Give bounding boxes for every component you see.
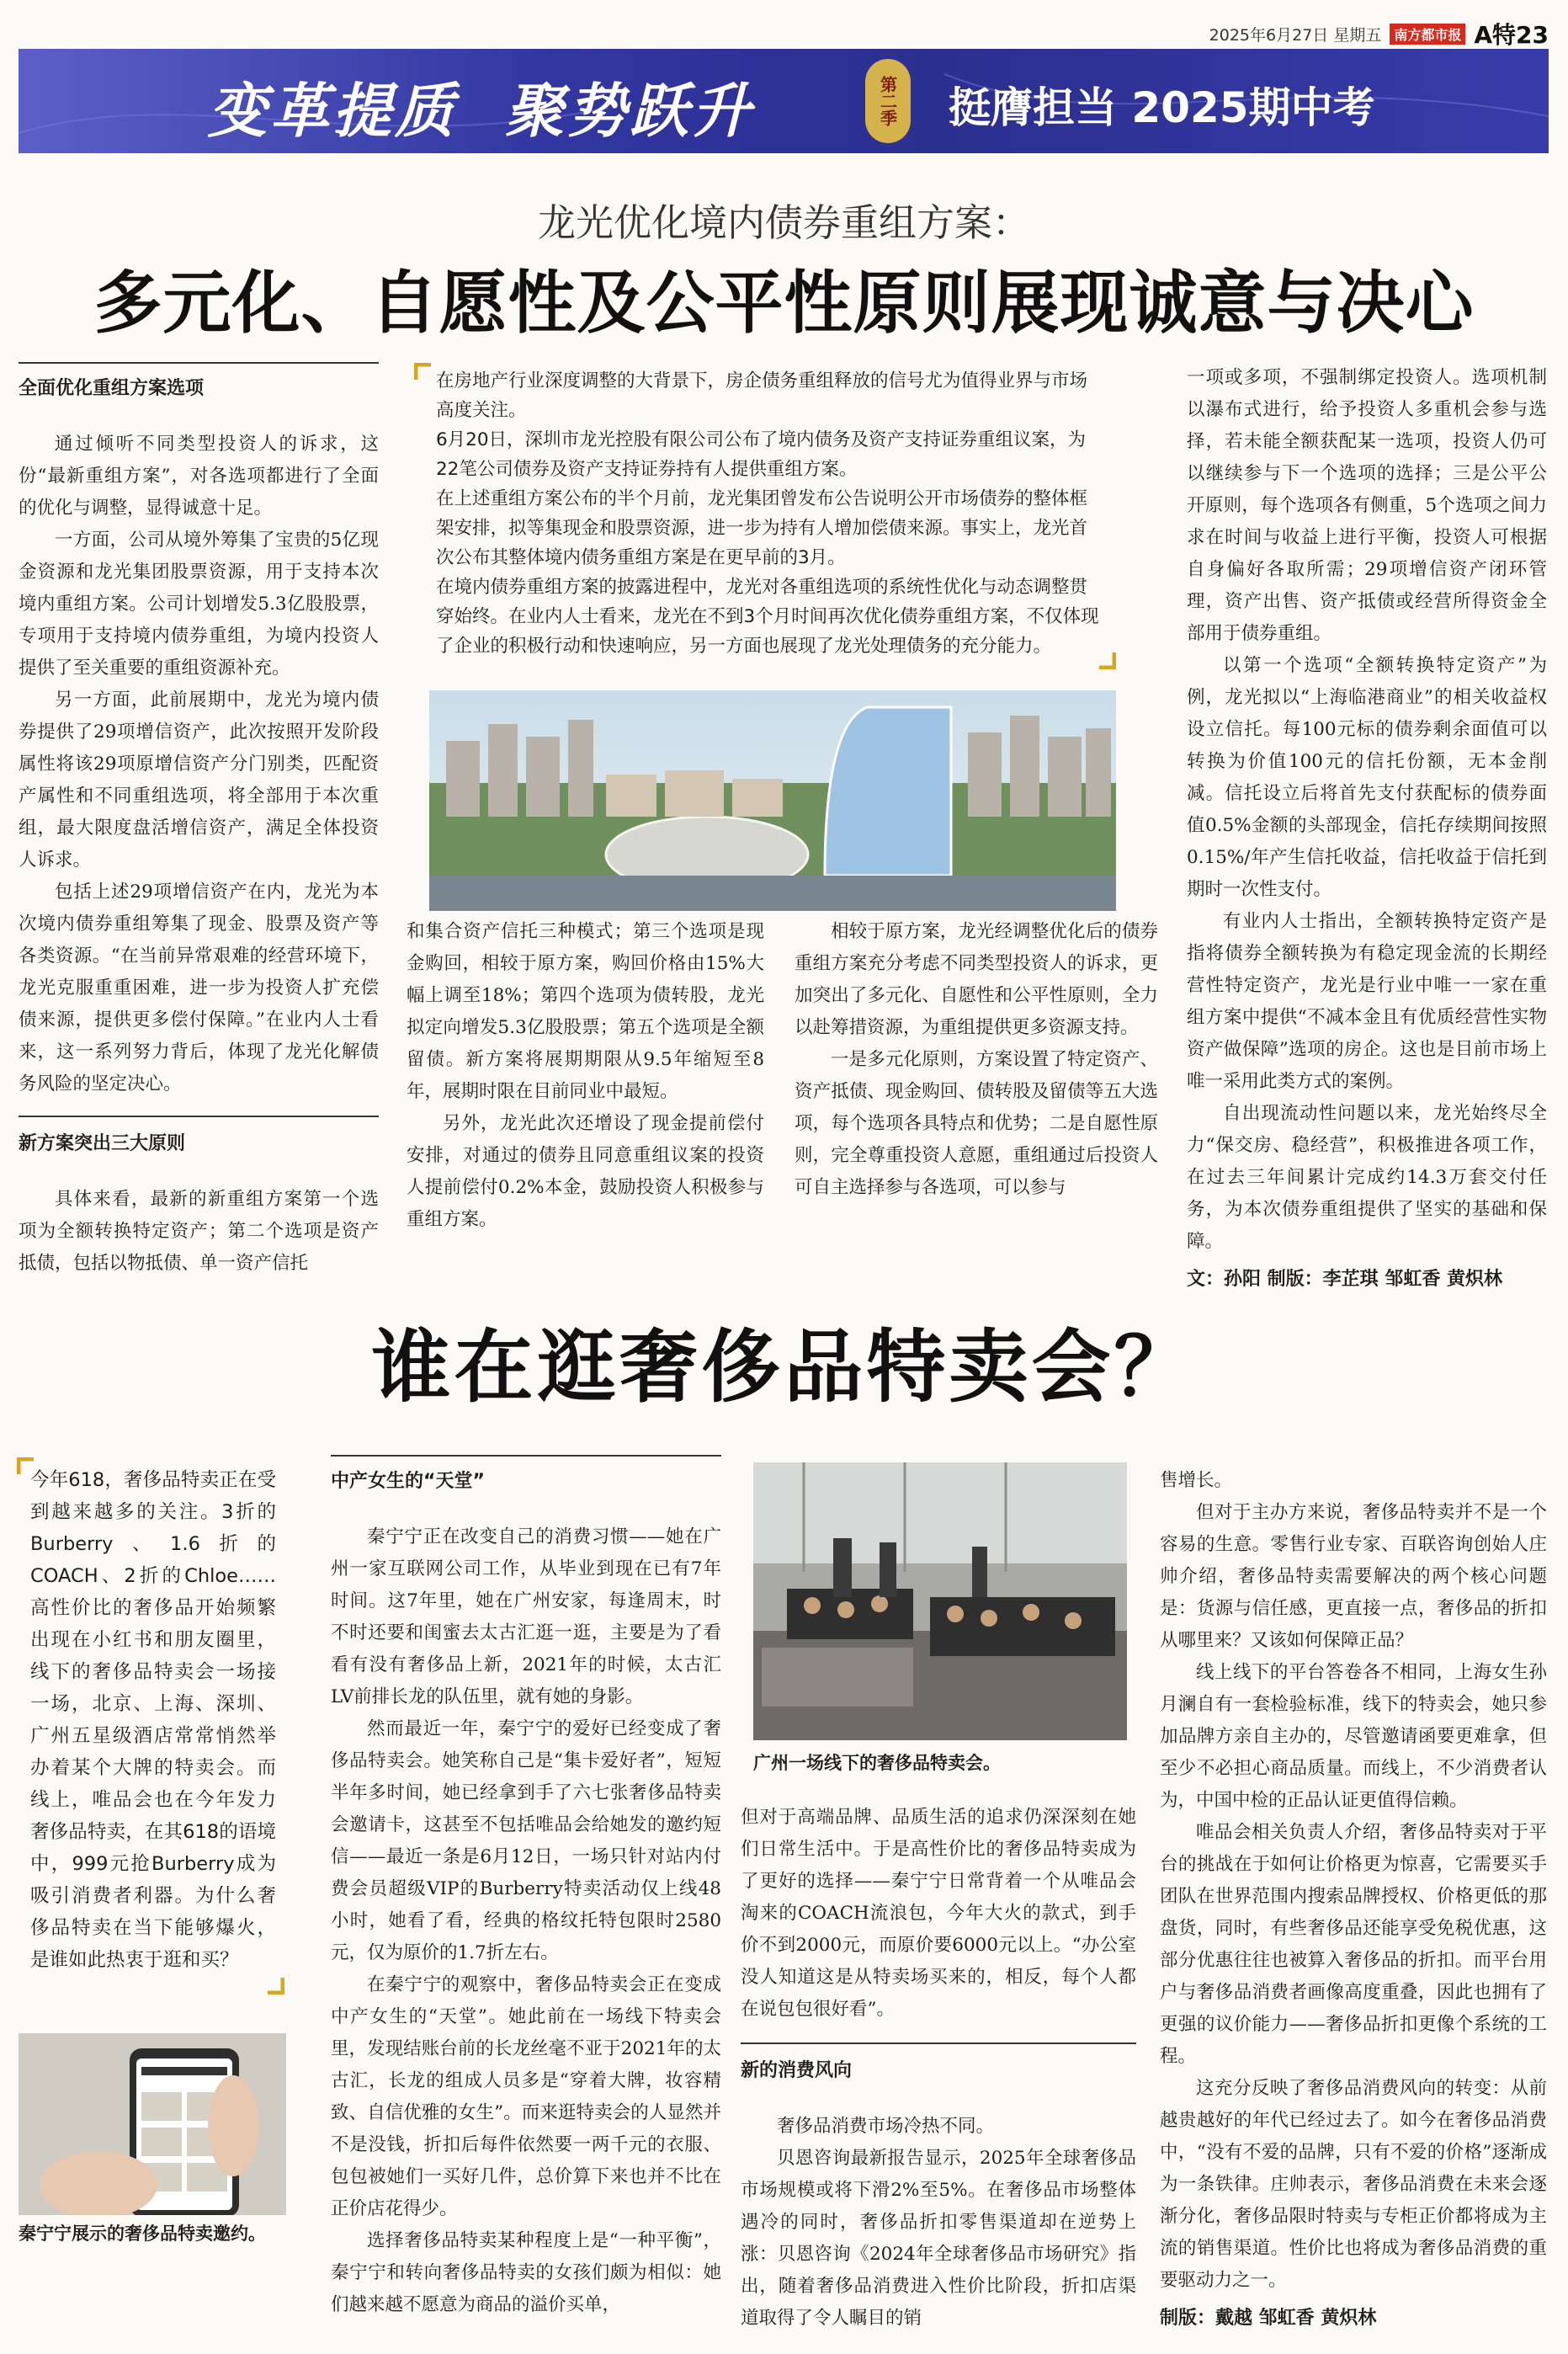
quote-corner-top	[17, 1457, 35, 1476]
article1-mid-right-column	[795, 916, 1158, 1204]
paragraph: 以第一个选项“全额转换特定资产”为例，龙光拟以“上海临港商业”的相关收益权设立信托。每100元标的债券剩余面值可以转换为价值100元的信托份额，无本金削减。信托设立后将首先支付获配标的债券面值0.5%金额的头部现金，信托存续期间按照0.15%/年产生信托收益，信托收益于信托到期时一次性支付。	[1187, 655, 1547, 900]
paragraph: 线上线下的平台答卷各不相同，上海女生孙月澜自有一套检验标准，线下的特卖会，她只参加品牌方亲自主办的，尽管邀请函要更难拿，但至少不必担心商品质量。而线上，不少消费者认为，中国中检的正品认证更值得信赖。	[1160, 1662, 1547, 1811]
intro-text: 今年618，奢侈品特卖正在受到越来越多的关注。3折的Burberry、1.6折的COACH、2折的Chloe……高性价比的奢侈品开始频繁出现在小红书和朋友圈里，线下的奢侈品特卖会一场接一场，北京、上海、深圳、广州五星级酒店常常悄然举办着某个大牌的特卖会。而线上，唯品会也在今年发力奢侈品特卖，在其618的语境中，999元抢Burberry成为吸引消费者利器。为什么奢侈品特卖在当下能够爆火，是谁如此热衷于逛和买？	[30, 1469, 276, 1971]
lead-paragraph: 6月20日，深圳市龙光控股有限公司公布了境内债务及资产支持证券重组议案，为22笔公司债券及资产支持证券持有人提供重组方案。	[436, 429, 1087, 480]
lead-paragraph: 在境内债券重组方案的披露进程中，龙光对各重组选项的系统性优化与动态调整贯穿始终。在业内人士看来，龙光在不到3个月时间再次优化债券重组方案，不仅体现了企业的积极行动和快速响应，另一方面也展现了龙光处理债务的充分能力。	[436, 577, 1099, 657]
article1-headline: 多元化、自愿性及公平性原则展现诚意与决心	[93, 264, 1475, 344]
paper-logo: 南方都市报	[1390, 24, 1465, 45]
quote-corner-bottom	[266, 1976, 284, 1995]
paragraph: 然而最近一年，秦宁宁的爱好已经变成了奢侈品特卖会。她笑称自己是“集卡爱好者”，短短半年多时间，她已经拿到手了六七张奢侈品特卖会邀请卡，这甚至不包括唯品会给她发的邀约短信——最近一条是6月12日，一场只针对站内付费会员超级VIP的Burberry特卖活动仅上线48小时，她看了看，经典的格纹托特包限时2580元，仅为原价的1.7折左右。	[331, 1718, 721, 1963]
sale-photo-caption: 广州一场线下的奢侈品特卖会。	[753, 1753, 1001, 1773]
paragraph: 在秦宁宁的观察中，奢侈品特卖会正在变成中产女生的“天堂”。她此前在一场线下特卖会里，发现结账台前的长龙丝毫不亚于2021年的太古汇，长龙的组成人员多是“穿着大牌，妆容精致、自信优雅的女生”。而来逛特卖会的人显然并不是没钱，折扣后每件依然要一两千元的衣服、包包被她们一买好几件，总价算下来也并不比在正价店花得少。	[331, 1974, 721, 2219]
paragraph: 相较于原方案，龙光经调整优化后的债券重组方案充分考虑不同类型投资人的诉求，更加突出了多元化、自愿性和公平性原则，全力以赴筹措资源，为重组提供更多资源支持。	[795, 921, 1158, 1038]
paragraph: 售增长。	[1160, 1470, 1233, 1491]
paragraph: 有业内人士指出，全额转换特定资产是指将债券全额转换为有稳定现金流的长期经营性特定资产，龙光是行业中唯一一家在重组方案中提供“不减本金且有优质经营性实物资产做保障”选项的房企。这也是目前市场上唯一采用此类方式的案例。	[1187, 911, 1547, 1092]
subhead-middle-class: 中产女生的“天堂”	[331, 1471, 485, 1492]
paragraph: 这充分反映了奢侈品消费风向的转变：从前越贵越好的年代已经过去了。如今在奢侈品消费中，“没有不爱的品牌，只有不爱的价格”逐渐成为一条铁律。庄帅表示，奢侈品消费在未来会逐渐分化，奢侈品限时特卖与专柜正价都将成为主流的销售渠道。性价比也将成为奢侈品消费的重要驱动力之一。	[1160, 2078, 1547, 2291]
paragraph: 但对于主办方来说，奢侈品特卖并不是一个容易的生意。零售行业专家、百联咨询创始人庄帅介绍，奢侈品特卖需要解决的两个核心问题是：货源与信任感，更直接一点，奢侈品的折扣从哪里来？又该如何保障正品？	[1160, 1502, 1547, 1651]
paragraph: 具体来看，最新的新重组方案第一个选项为全额转换特定资产；第二个选项是资产抵债，包括以物抵债、单一资产信托	[19, 1189, 379, 1274]
left-paragraphs-1	[19, 429, 379, 1100]
section-banner	[19, 49, 1549, 153]
seal-text: 第二季	[877, 76, 898, 126]
quote-corner-bottom	[1098, 651, 1116, 669]
aerial-city-photo	[429, 690, 1116, 911]
banner-title-left: 变革提质 聚势跃升	[208, 76, 754, 146]
article1-right-column	[1187, 362, 1547, 1291]
article1-lead	[421, 366, 1116, 661]
paragraph: 一项或多项，不强制绑定投资人。选项机制以瀑布式进行，给予投资人多重机会参与选择，若未能全额获配某一选项，投资人仍可以继续参与下一个选项的选择；三是公平公开原则，每个选项各有侧重，5个选项之间力求在时间与收益上进行平衡，投资人可根据自身偏好各取所需；29项增信资产闭环管理，资产出售、资产抵债或经营所得资金全部用于债券重组。	[1187, 367, 1547, 644]
article1-left-column	[19, 362, 379, 1280]
page-number: A特23	[1474, 21, 1549, 49]
paragraph: 选择奢侈品特卖某种程度上是“一种平衡”，秦宁宁和转向奢侈品特卖的女孩们颇为相似：她们越来越不愿意为商品的溢价买单，	[331, 2230, 721, 2315]
article2-column-2	[331, 1455, 721, 2321]
paragraph: 秦宁宁正在改变自己的消费习惯——她在广州一家互联网公司工作，从毕业到现在已有7年时间。这7年里，她在广州安家，每逢周末，时不时还要和闺蜜去太古汇逛一逛，主要是为了看看有没有奢侈品上新，2021年的时候，太古汇LV前排长龙的队伍里，就有她的身影。	[331, 1526, 721, 1707]
quote-corner-top	[414, 363, 433, 381]
article2-intro	[19, 1462, 286, 1976]
masthead	[1119, 19, 1549, 49]
paragraph: 唯品会相关负责人介绍，奢侈品特卖对于平台的挑战在于如何让价格更为惊喜，它需要买手团队在世界范围内搜索品牌授权、价格更低的那盘货，同时，有些奢侈品还能享受免税优惠，这部分优惠往往也被算入奢侈品的折扣。而平台用户与奢侈品消费者画像高度重叠，因此也拥有了更强的议价能力——奢侈品折扣更像个系统的工程。	[1160, 1822, 1547, 2067]
paragraph: 但对于高端品牌、品质生活的追求仍深深刻在她们日常生活中。于是高性价比的奢侈品特卖成为了更好的选择——秦宁宁日常背着一个从唯品会淘来的COACH流浪包，今年大火的款式，到手价不到2000元，而原价要6000元以上。“办公室没人知道这是从特卖场买来的，相反，每个人都在说包包很好看”。	[741, 1807, 1136, 2020]
phone-photo-caption: 秦宁宁展示的奢侈品特卖邀约。	[19, 2224, 266, 2244]
paragraph: 一方面，公司从境外筹集了宝贵的5亿现金资源和龙光集团股票资源，用于支持本次境内重组方案。公司计划增发5.3亿股股票，专项用于支持境内债券重组，为境内投资人提供了至关重要的重组资源补充。	[19, 530, 379, 679]
paragraph: 另外，龙光此次还增设了现金提前偿付安排，对通过的债券且同意重组议案的投资人提前偿付0.2%本金，鼓励投资人积极参与重组方案。	[407, 1113, 764, 1230]
subhead-options: 全面优化重组方案选项	[19, 378, 205, 399]
article1-credit: 文：孙阳 制版：李芷琪 邹虹香 黄炽林	[1187, 1269, 1502, 1290]
lead-paragraph: 在上述重组方案公布的半个月前，龙光集团曾发布公告说明公开市场债券的整体框架安排，拟等集现金和股票资源，进一步为持有人增加偿债来源。事实上，龙光首次公布其整体境内债务重组方案是在更早前的3月。	[436, 488, 1088, 568]
paragraph: 包括上述29项增信资产在内，龙光为本次境内债券重组筹集了现金、股票及资产等各类资源。“在当前异常艰难的经营环境下，龙光克服重重困难，进一步为投资人扩充偿债来源，提供更多偿付保障。”在业内人士看来，这一系列努力背后，体现了龙光化解债务风险的坚定决心。	[19, 881, 379, 1094]
phone-invitation-photo	[19, 2033, 286, 2215]
season-seal	[865, 59, 911, 143]
paragraph: 通过倾听不同类型投资人的诉求，这份“最新重组方案”，对各选项都进行了全面的优化与调整，显得诚意十足。	[19, 434, 379, 519]
article1-kicker: 龙光优化境内债券重组方案：	[537, 200, 1030, 245]
article2-column-4	[1160, 1465, 1547, 2330]
paragraph: 和集合资产信托三种模式；第三个选项是现金购回，相较于原方案，购回价格由15%大幅上调至18%；第四个选项为债转股，龙光拟定向增发5.3亿股股票；第五个选项是全额留债。新方案将展期期限从9.5年缩短至8年，展期时限在目前同业中最短。	[407, 921, 764, 1102]
subhead-principles: 新方案突出三大原则	[19, 1133, 186, 1154]
article2-column-3	[741, 1802, 1136, 2335]
luxury-sale-photo	[753, 1462, 1127, 1740]
paragraph: 贝恩咨询最新报告显示，2025年全球奢侈品市场规模或将下滑2%至5%。在奢侈品市场整体遇冷的同时，奢侈品折扣零售渠道却在逆势上涨：贝恩咨询《2024年全球奢侈品市场研究》指出，随着奢侈品消费进入性价比阶段，折扣店渠道取得了令人瞩目的销	[741, 2148, 1136, 2329]
article2-headline: 谁在逛奢侈品特卖会？	[371, 1321, 1197, 1414]
banner-title-right: 挺膺担当 2025期中考	[949, 83, 1375, 132]
article1-mid-left-column	[407, 916, 764, 1236]
paragraph: 一是多元化原则，方案设置了特定资产、资产抵债、现金购回、债转股及留债等五大选项，每个选项各具特点和优势；二是自愿性原则，完全尊重投资人意愿，重组通过后投资人可自主选择参与各选项，可以参与	[795, 1049, 1158, 1198]
paragraph: 另一方面，此前展期中，龙光为境内债券提供了29项增信资产，此次按照开发阶段属性将该29项原增信资产分门别类，匹配资产属性和不同重组选项，将全部用于本次重组，最大限度盘活增信资产，满足全体投资人诉求。	[19, 690, 379, 871]
issue-date: 2025年6月27日 星期五	[1209, 25, 1382, 45]
paragraph: 自出现流动性问题以来，龙光始终尽全力“保交房、稳经营”，积极推进各项工作，在过去三年间累计完成约14.3万套交付任务，为本次债券重组提供了坚实的基础和保障。	[1187, 1103, 1547, 1252]
lead-paragraph: 在房地产行业深度调整的大背景下，房企债务重组释放的信号尤为值得业界与市场高度关注。	[436, 370, 1088, 421]
article2-credit: 制版：戴越 邹虹香 黄炽林	[1160, 2308, 1377, 2329]
paragraph: 奢侈品消费市场冷热不同。	[777, 2116, 995, 2137]
subhead-new-trend: 新的消费风向	[741, 2060, 853, 2081]
